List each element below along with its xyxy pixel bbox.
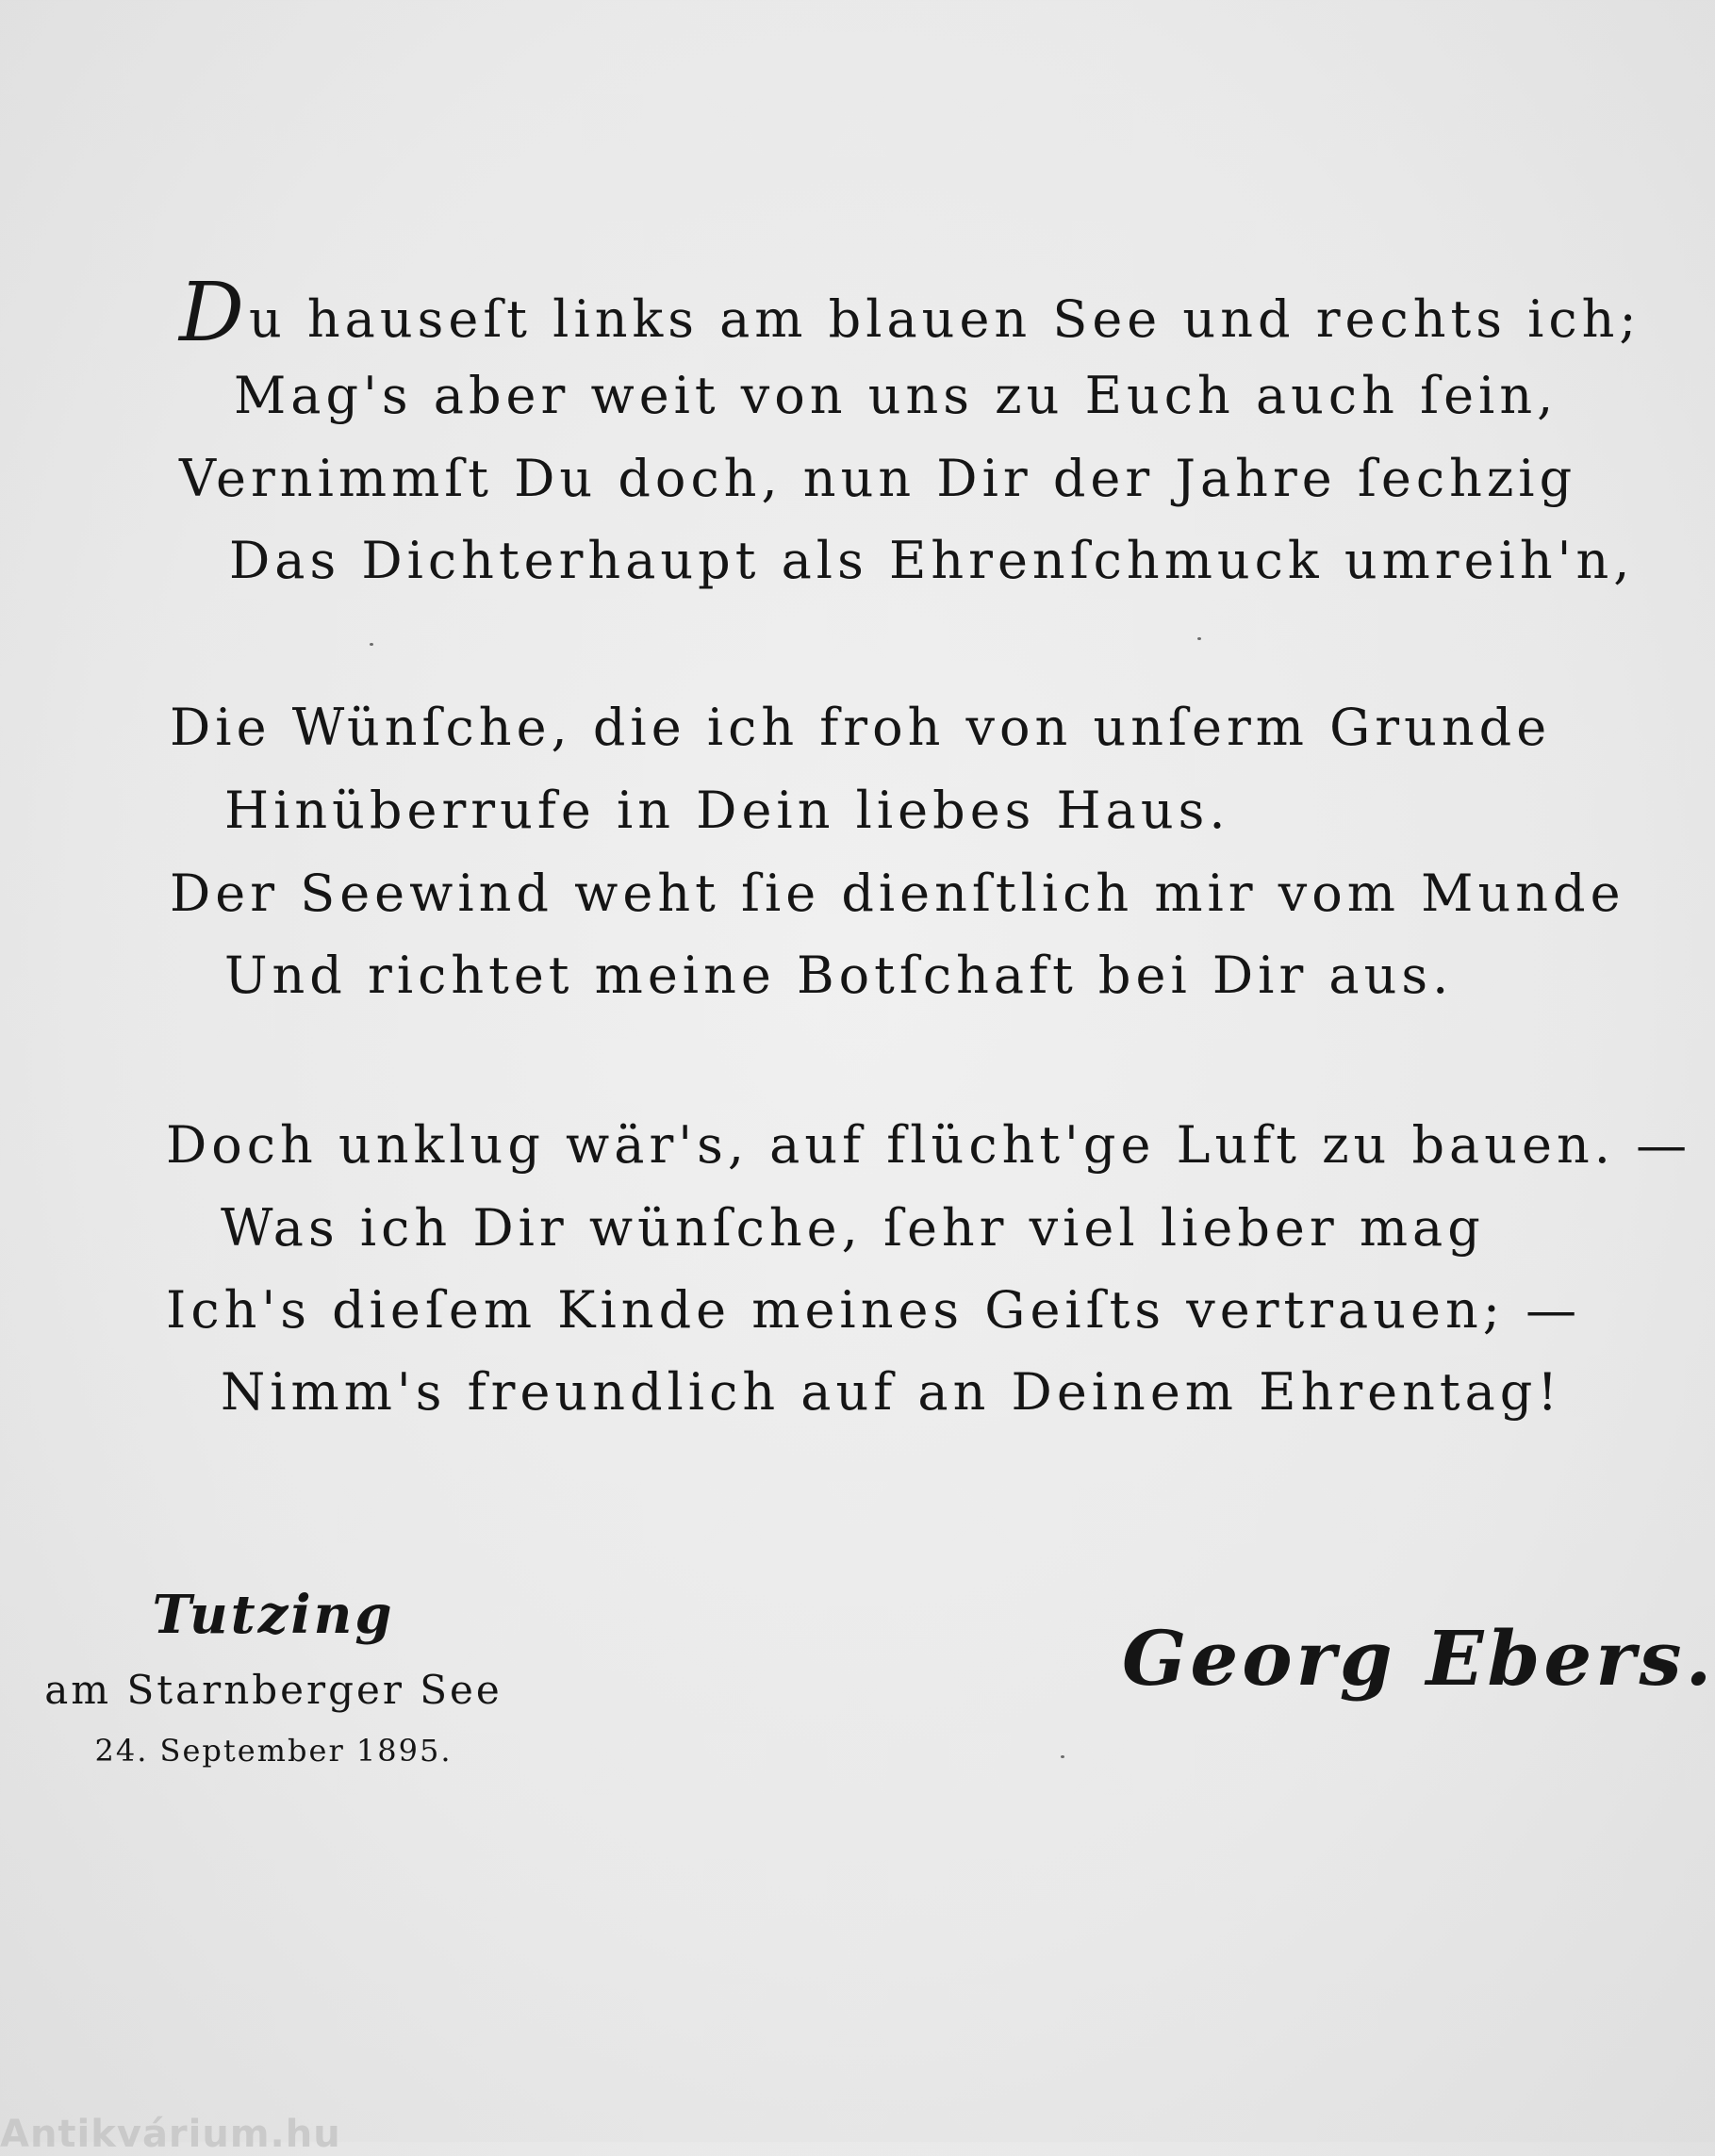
print-speck [370, 643, 373, 646]
dateline-subtitle: am Starnberger See [44, 1667, 503, 1713]
watermark: Antikvárium.hu [0, 2113, 341, 2156]
poem-line: Ich's dieſem Kinde meines Geiſts vertrauen; — [166, 1280, 1582, 1340]
author-signature: Georg Ebers. [1122, 1614, 1715, 1703]
poem-line: Was ich Dir wünſche, ſehr viel lieber mag [221, 1198, 1485, 1258]
poem-line [179, 266, 1641, 360]
poem-line: Vernimmſt Du doch, nun Dir der Jahre ſechzig [179, 449, 1577, 508]
poem-line: Nimm's freundlich auf an Deinem Ehrentag! [221, 1362, 1563, 1422]
dateline-date: 24. September 1895. [94, 1733, 453, 1769]
poem-line: Doch unklug wär's, auf flücht'ge Luft zu bauen. — [166, 1115, 1692, 1175]
poem-line-text: u hauseſt links am blauen See und rechts ich; [248, 289, 1641, 349]
poem-line: Die Wünſche, die ich froh von unſerm Grunde [170, 698, 1552, 757]
poem-line: Hinüberrufe in Dein liebes Haus. [224, 781, 1230, 840]
drop-initial: D [179, 266, 249, 360]
print-speck [1061, 1755, 1064, 1758]
dateline-place: Tutzing [152, 1584, 395, 1646]
poem-line: Mag's aber weit von uns zu Euch auch ſein, [234, 366, 1558, 425]
print-speck [1197, 637, 1201, 640]
poem-line: Und richtet meine Botſchaft bei Dir aus. [224, 946, 1454, 1005]
poem-line: Das Dichterhaupt als Ehrenſchmuck umreih'n, [229, 531, 1635, 590]
poem-line: Der Seewind weht ſie dienſtlich mir vom Munde [170, 864, 1625, 923]
